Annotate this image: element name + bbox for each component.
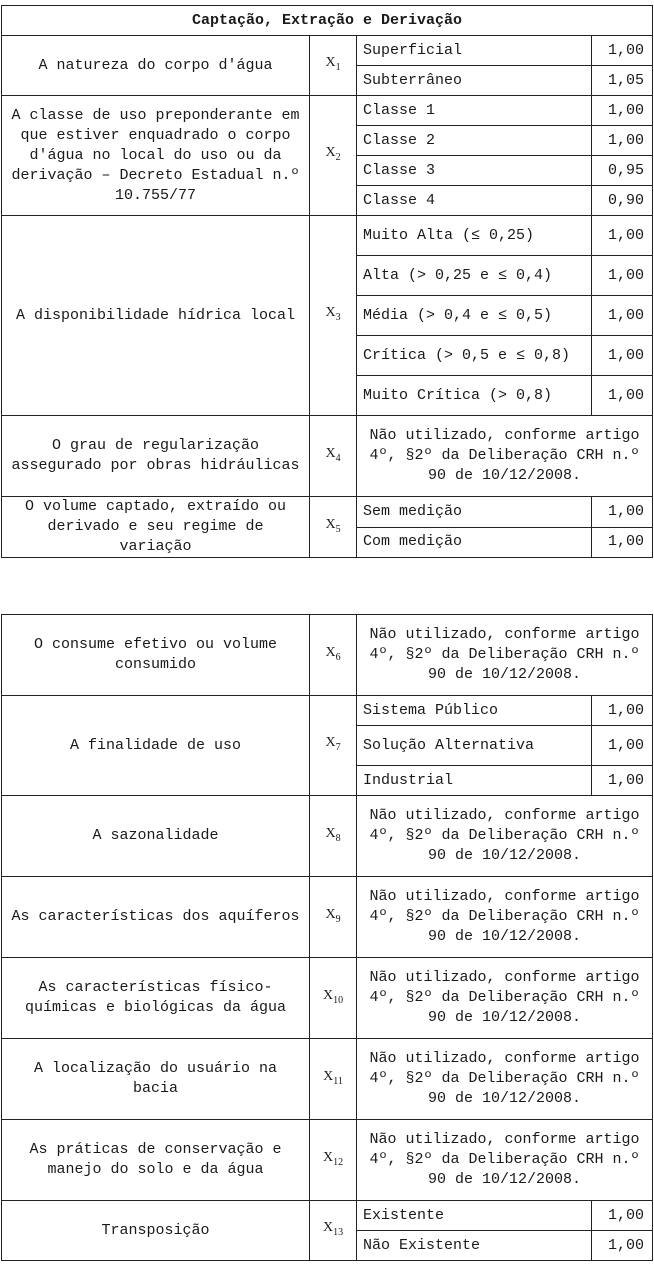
table-row — [2, 36, 653, 66]
criterion-description: A natureza do corpo d'água — [2, 36, 310, 96]
option-label: Superficial — [357, 36, 592, 66]
variable-symbol: $X_{11}$ — [310, 1039, 357, 1120]
variable-symbol: $X_4$ — [310, 416, 357, 497]
option-value: 0,95 — [592, 156, 653, 186]
not-used-note: Não utilizado, conforme artigo 4º, §2º da Deliberação CRH n.º 90 de 10/12/2008. — [357, 416, 653, 497]
option-label: Existente — [357, 1201, 592, 1231]
criterion-description: As características físico-químicas e biológicas da água — [2, 958, 310, 1039]
not-used-note: Não utilizado, conforme artigo 4º, §2º da Deliberação CRH n.º 90 de 10/12/2008. — [357, 958, 653, 1039]
option-value: 1,00 — [592, 256, 653, 296]
criterion-description: A sazonalidade — [2, 796, 310, 877]
coefficients-table-2 — [1, 614, 653, 1261]
option-value: 1,00 — [592, 726, 653, 766]
table-row — [2, 615, 653, 696]
option-value: 1,00 — [592, 1231, 653, 1261]
variable-symbol: $X_1$ — [310, 36, 357, 96]
option-value: 1,00 — [592, 216, 653, 256]
option-value: 1,00 — [592, 126, 653, 156]
option-label: Com medição — [357, 527, 592, 558]
not-used-note: Não utilizado, conforme artigo 4º, §2º da Deliberação CRH n.º 90 de 10/12/2008. — [357, 1039, 653, 1120]
option-label: Classe 2 — [357, 126, 592, 156]
variable-symbol: $X_{12}$ — [310, 1120, 357, 1201]
table-row — [2, 1120, 653, 1201]
option-value: 1,00 — [592, 766, 653, 796]
variable-symbol: $X_2$ — [310, 96, 357, 216]
criterion-description: A localização do usuário na bacia — [2, 1039, 310, 1120]
option-label: Muito Alta (≤ 0,25) — [357, 216, 592, 256]
criterion-description: As práticas de conservação e manejo do solo e da água — [2, 1120, 310, 1201]
option-label: Classe 1 — [357, 96, 592, 126]
table-row — [2, 497, 653, 528]
option-value: 0,90 — [592, 186, 653, 216]
option-label: Sistema Público — [357, 696, 592, 726]
option-value: 1,00 — [592, 497, 653, 528]
option-label: Muito Crítica (> 0,8) — [357, 376, 592, 416]
criterion-description: A finalidade de uso — [2, 696, 310, 796]
not-used-note: Não utilizado, conforme artigo 4º, §2º da Deliberação CRH n.º 90 de 10/12/2008. — [357, 1120, 653, 1201]
table-row — [2, 96, 653, 126]
criterion-description: O grau de regularização assegurado por obras hidráulicas — [2, 416, 310, 497]
option-label: Alta (> 0,25 e ≤ 0,4) — [357, 256, 592, 296]
option-label: Crítica (> 0,5 e ≤ 0,8) — [357, 336, 592, 376]
not-used-note: Não utilizado, conforme artigo 4º, §2º da Deliberação CRH n.º 90 de 10/12/2008. — [357, 796, 653, 877]
table-row — [2, 696, 653, 726]
criterion-description: Transposição — [2, 1201, 310, 1261]
variable-symbol: $X_6$ — [310, 615, 357, 696]
option-label: Subterrâneo — [357, 66, 592, 96]
option-label: Média (> 0,4 e ≤ 0,5) — [357, 296, 592, 336]
criterion-description: O consume efetivo ou volume consumido — [2, 615, 310, 696]
criterion-description: O volume captado, extraído ou derivado e seu regime de variação — [2, 497, 310, 558]
variable-symbol: $X_5$ — [310, 497, 357, 558]
table-title: Captação, Extração e Derivação — [2, 6, 653, 36]
option-value: 1,00 — [592, 336, 653, 376]
variable-symbol: $X_7$ — [310, 696, 357, 796]
table-row — [2, 1039, 653, 1120]
table-row — [2, 1201, 653, 1231]
variable-symbol: $X_{13}$ — [310, 1201, 357, 1261]
variable-symbol: $X_9$ — [310, 877, 357, 958]
coefficients-table-1 — [1, 5, 653, 558]
option-label: Sem medição — [357, 497, 592, 528]
option-label: Solução Alternativa — [357, 726, 592, 766]
option-value: 1,05 — [592, 66, 653, 96]
not-used-note: Não utilizado, conforme artigo 4º, §2º da Deliberação CRH n.º 90 de 10/12/2008. — [357, 877, 653, 958]
variable-symbol: $X_{10}$ — [310, 958, 357, 1039]
criterion-description: A disponibilidade hídrica local — [2, 216, 310, 416]
variable-symbol: $X_8$ — [310, 796, 357, 877]
table-row — [2, 216, 653, 256]
table-row — [2, 796, 653, 877]
option-value: 1,00 — [592, 296, 653, 336]
option-value: 1,00 — [592, 96, 653, 126]
table-row — [2, 416, 653, 497]
table-row — [2, 958, 653, 1039]
option-value: 1,00 — [592, 696, 653, 726]
option-label: Não Existente — [357, 1231, 592, 1261]
option-label: Classe 3 — [357, 156, 592, 186]
option-label: Classe 4 — [357, 186, 592, 216]
not-used-note: Não utilizado, conforme artigo 4º, §2º da Deliberação CRH n.º 90 de 10/12/2008. — [357, 615, 653, 696]
option-value: 1,00 — [592, 376, 653, 416]
option-label: Industrial — [357, 766, 592, 796]
variable-symbol: $X_3$ — [310, 216, 357, 416]
criterion-description: As características dos aquíferos — [2, 877, 310, 958]
option-value: 1,00 — [592, 1201, 653, 1231]
option-value: 1,00 — [592, 527, 653, 558]
option-value: 1,00 — [592, 36, 653, 66]
criterion-description: A classe de uso preponderante em que estiver enquadrado o corpo d'água no local do uso ou da derivação – Decreto Estadual n.º 10.755/77 — [2, 96, 310, 216]
table-row — [2, 877, 653, 958]
